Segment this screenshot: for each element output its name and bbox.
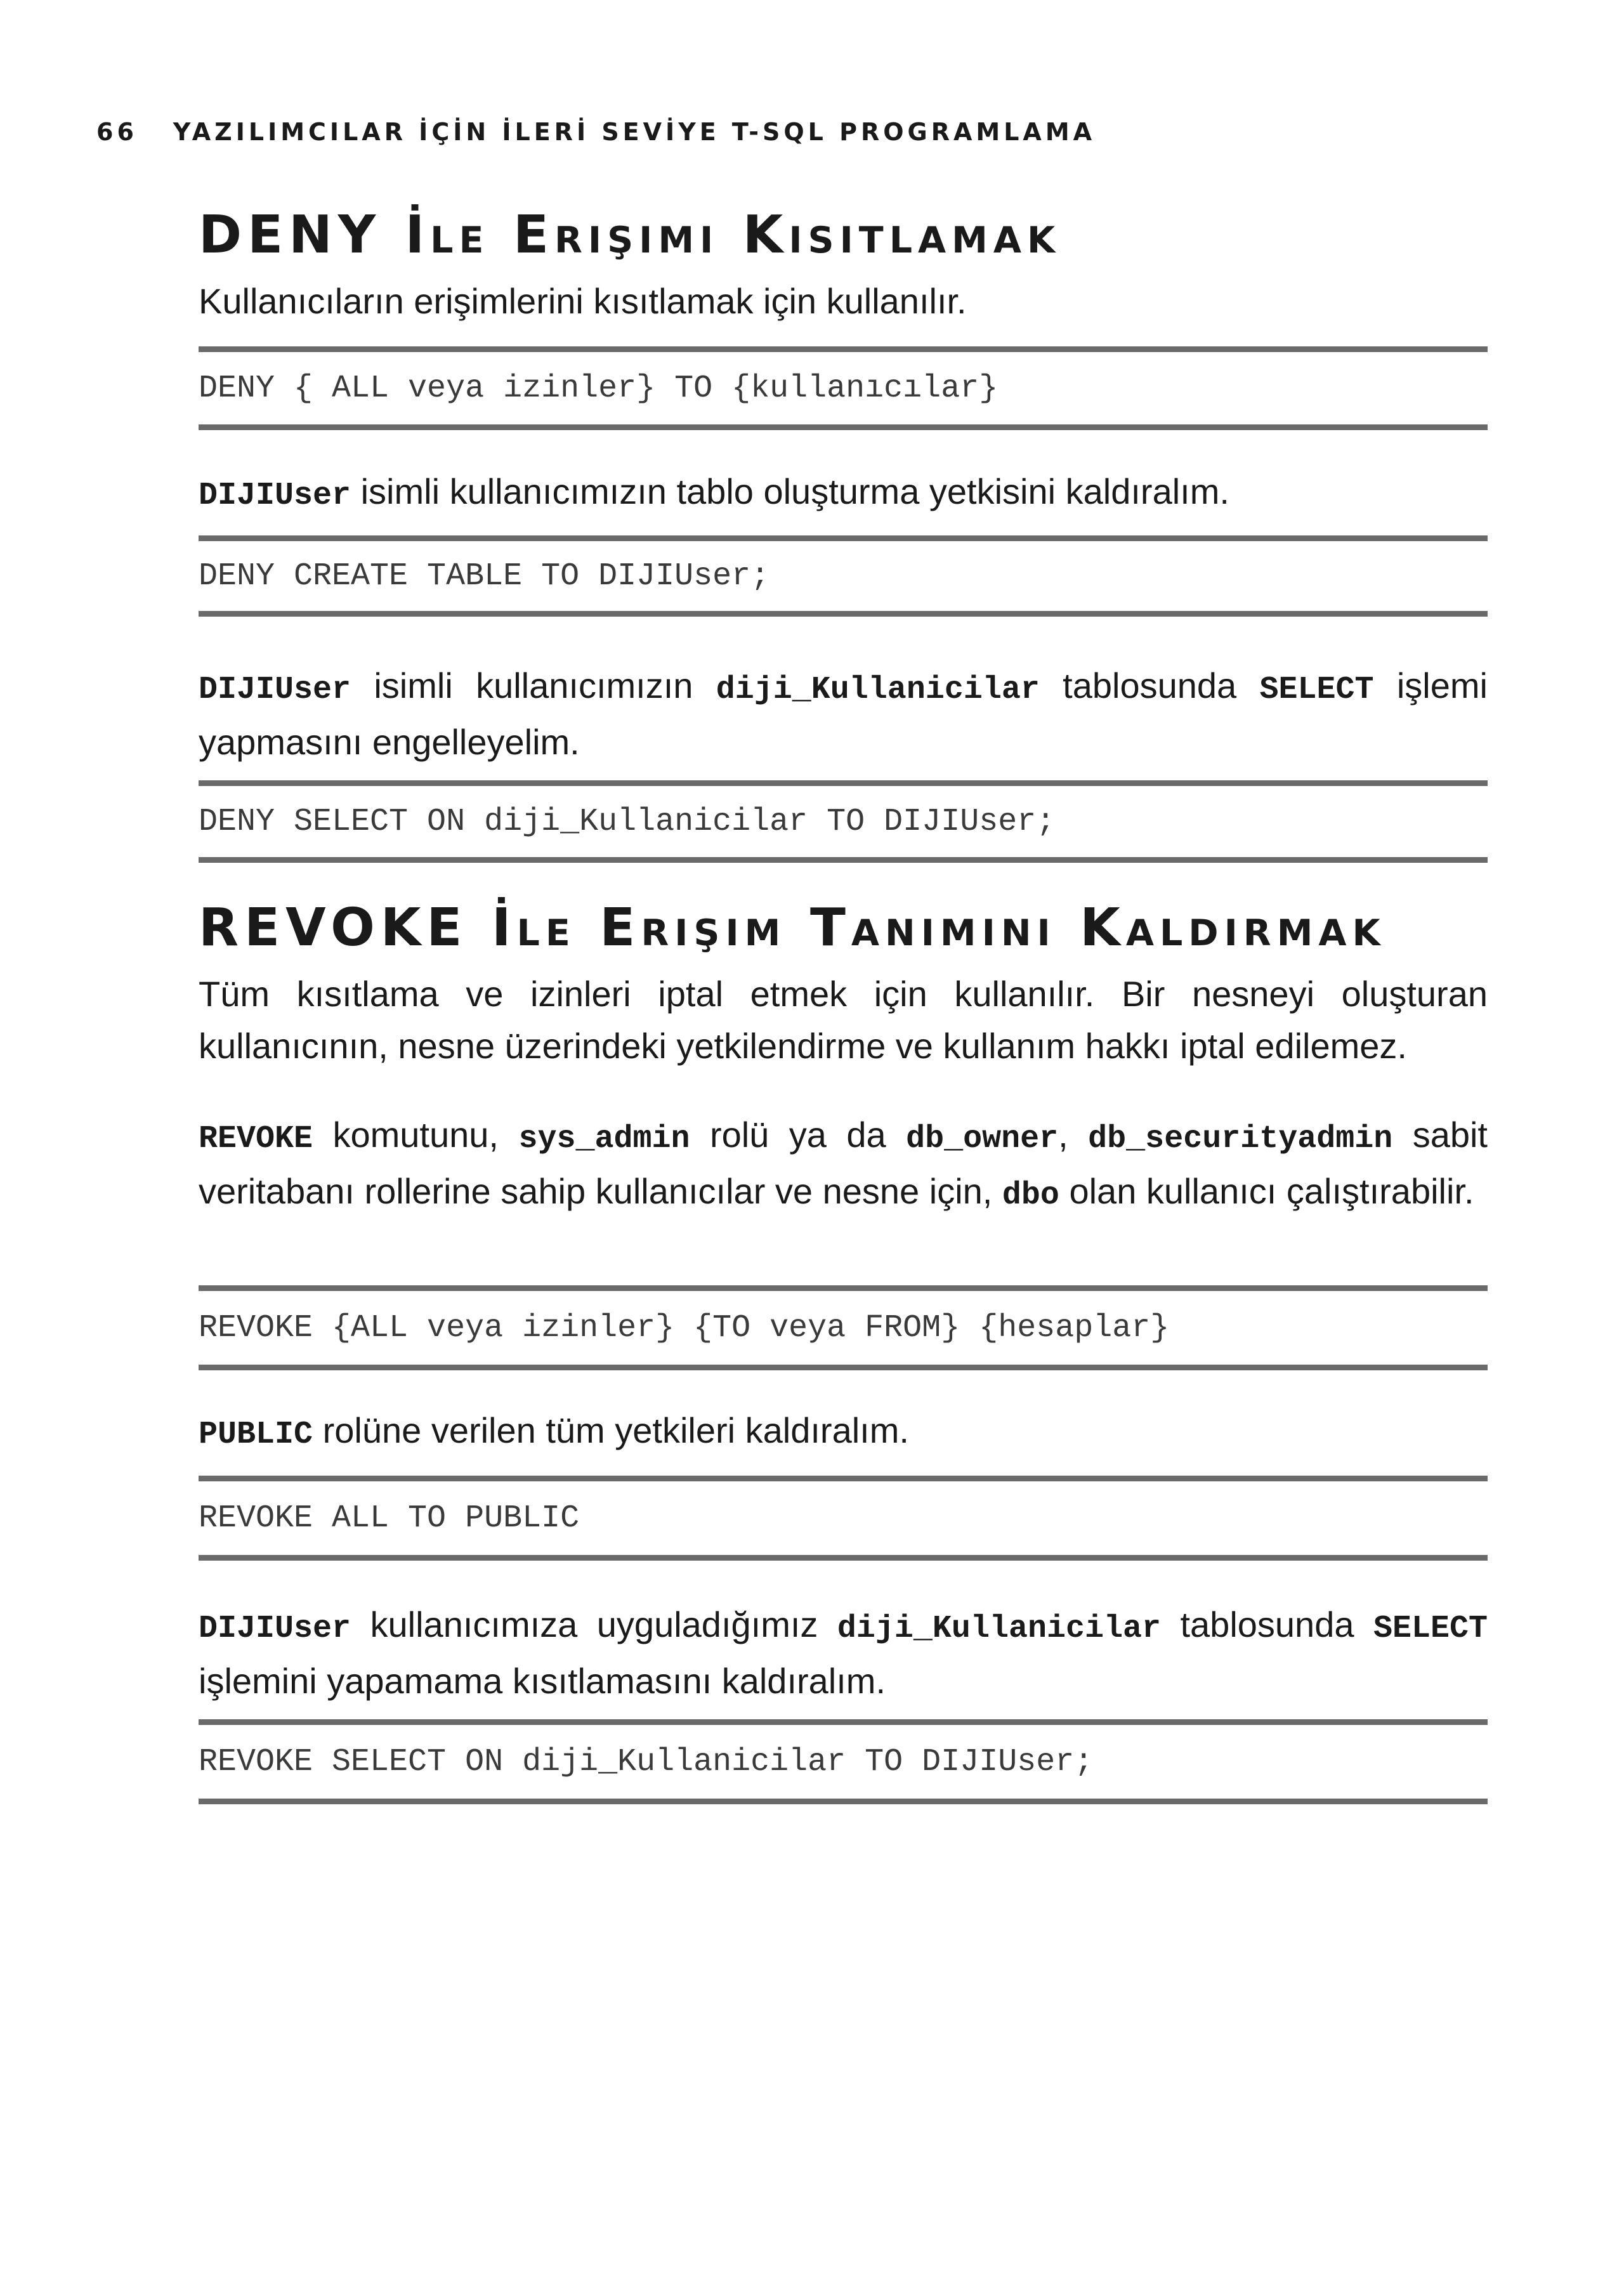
text-run: tablosunda	[1161, 1604, 1373, 1644]
code-term: db_securityadmin	[1088, 1121, 1393, 1157]
code-term: DIJIUser	[199, 1611, 351, 1647]
revoke-example1-code	[199, 1476, 1488, 1561]
text-run: işlemini yapamama kısıtlamasını kaldıralım.	[199, 1661, 886, 1701]
code-term: sys_admin	[518, 1121, 690, 1157]
deny-example2-code-text: DENY SELECT ON diji_Kullanicilar TO DIJIUser;	[199, 803, 1056, 840]
code-term: REVOKE	[199, 1121, 313, 1157]
text-run: komutunu,	[313, 1115, 519, 1155]
code-term: DIJIUser	[199, 672, 351, 708]
text-run: işlemi yapmasını engelleyelim.	[199, 665, 1488, 762]
revoke-example2-text	[199, 1599, 1488, 1707]
deny-example1-code	[199, 535, 1488, 617]
revoke-para2	[199, 1109, 1488, 1222]
text-run: sabit veritabanı rollerine sahip kullanıcılar ve nesne için,	[199, 1115, 1488, 1211]
text-run: ,	[1058, 1115, 1089, 1155]
deny-intro: Kullanıcıların erişimlerini kısıtlamak için kullanılır.	[199, 281, 967, 321]
revoke-intro: Tüm kısıtlama ve izinleri iptal etmek için kullanılır. Bir nesneyi oluşturan kullanıcının, nesne üzerindeki yetkilendirme ve kullanım hakkı iptal edilemez.	[199, 974, 1488, 1066]
revoke-example1-text	[199, 1405, 1488, 1461]
code-term: dbo	[1002, 1177, 1059, 1214]
text-run: olan kullanıcı çalıştırabilir.	[1059, 1171, 1474, 1211]
code-term: diji_Kullanicilar	[837, 1611, 1161, 1647]
revoke-syntax-code	[199, 1285, 1488, 1370]
running-header	[96, 118, 1096, 146]
page-number: 66	[96, 118, 138, 146]
text-run: rolü ya da	[690, 1115, 907, 1155]
deny-example2-code	[199, 780, 1488, 863]
code-term: SELECT	[1373, 1611, 1488, 1647]
text-run: rolüne verilen tüm yetkileri kaldıralım.	[313, 1410, 909, 1450]
text-run: tablosunda	[1039, 665, 1260, 705]
code-term: DIJIUser	[199, 478, 351, 514]
revoke-example1-code-text: REVOKE ALL TO PUBLIC	[199, 1500, 580, 1537]
book-title: YAZILIMCILAR İÇİN İLERİ SEVİYE T-SQL PROGRAMLAMA	[173, 118, 1096, 146]
deny-example2-text	[199, 660, 1488, 768]
code-term: diji_Kullanicilar	[716, 672, 1040, 708]
text-run: isimli kullanıcımızın	[351, 665, 716, 705]
code-term: db_owner	[906, 1121, 1059, 1157]
text-run: kullanıcımıza uyguladığımız	[351, 1604, 837, 1644]
deny-example1-desc: isimli kullanıcımızın tablo oluşturma yetkisini kaldıralım.	[351, 471, 1229, 511]
deny-syntax-code	[199, 346, 1488, 430]
deny-example1-code-text: DENY CREATE TABLE TO DIJIUser;	[199, 558, 770, 594]
revoke-syntax-code-text: REVOKE {ALL veya izinler} {TO veya FROM} {hesaplar}	[199, 1309, 1170, 1346]
revoke-example2-code	[199, 1719, 1488, 1804]
deny-example1-text	[199, 466, 1488, 522]
deny-syntax-code-text: DENY { ALL veya izinler} TO {kullanıcılar}	[199, 370, 999, 407]
code-term: PUBLIC	[199, 1417, 313, 1453]
revoke-example2-code-text: REVOKE SELECT ON diji_Kullanicilar TO DIJIUser;	[199, 1743, 1094, 1780]
code-term: SELECT	[1259, 672, 1374, 708]
section-title-deny: DENY İle Erişimi Kısıtlamak	[199, 205, 1061, 265]
section-title-revoke: REVOKE İle Erişim Tanımını Kaldırmak	[199, 898, 1386, 958]
